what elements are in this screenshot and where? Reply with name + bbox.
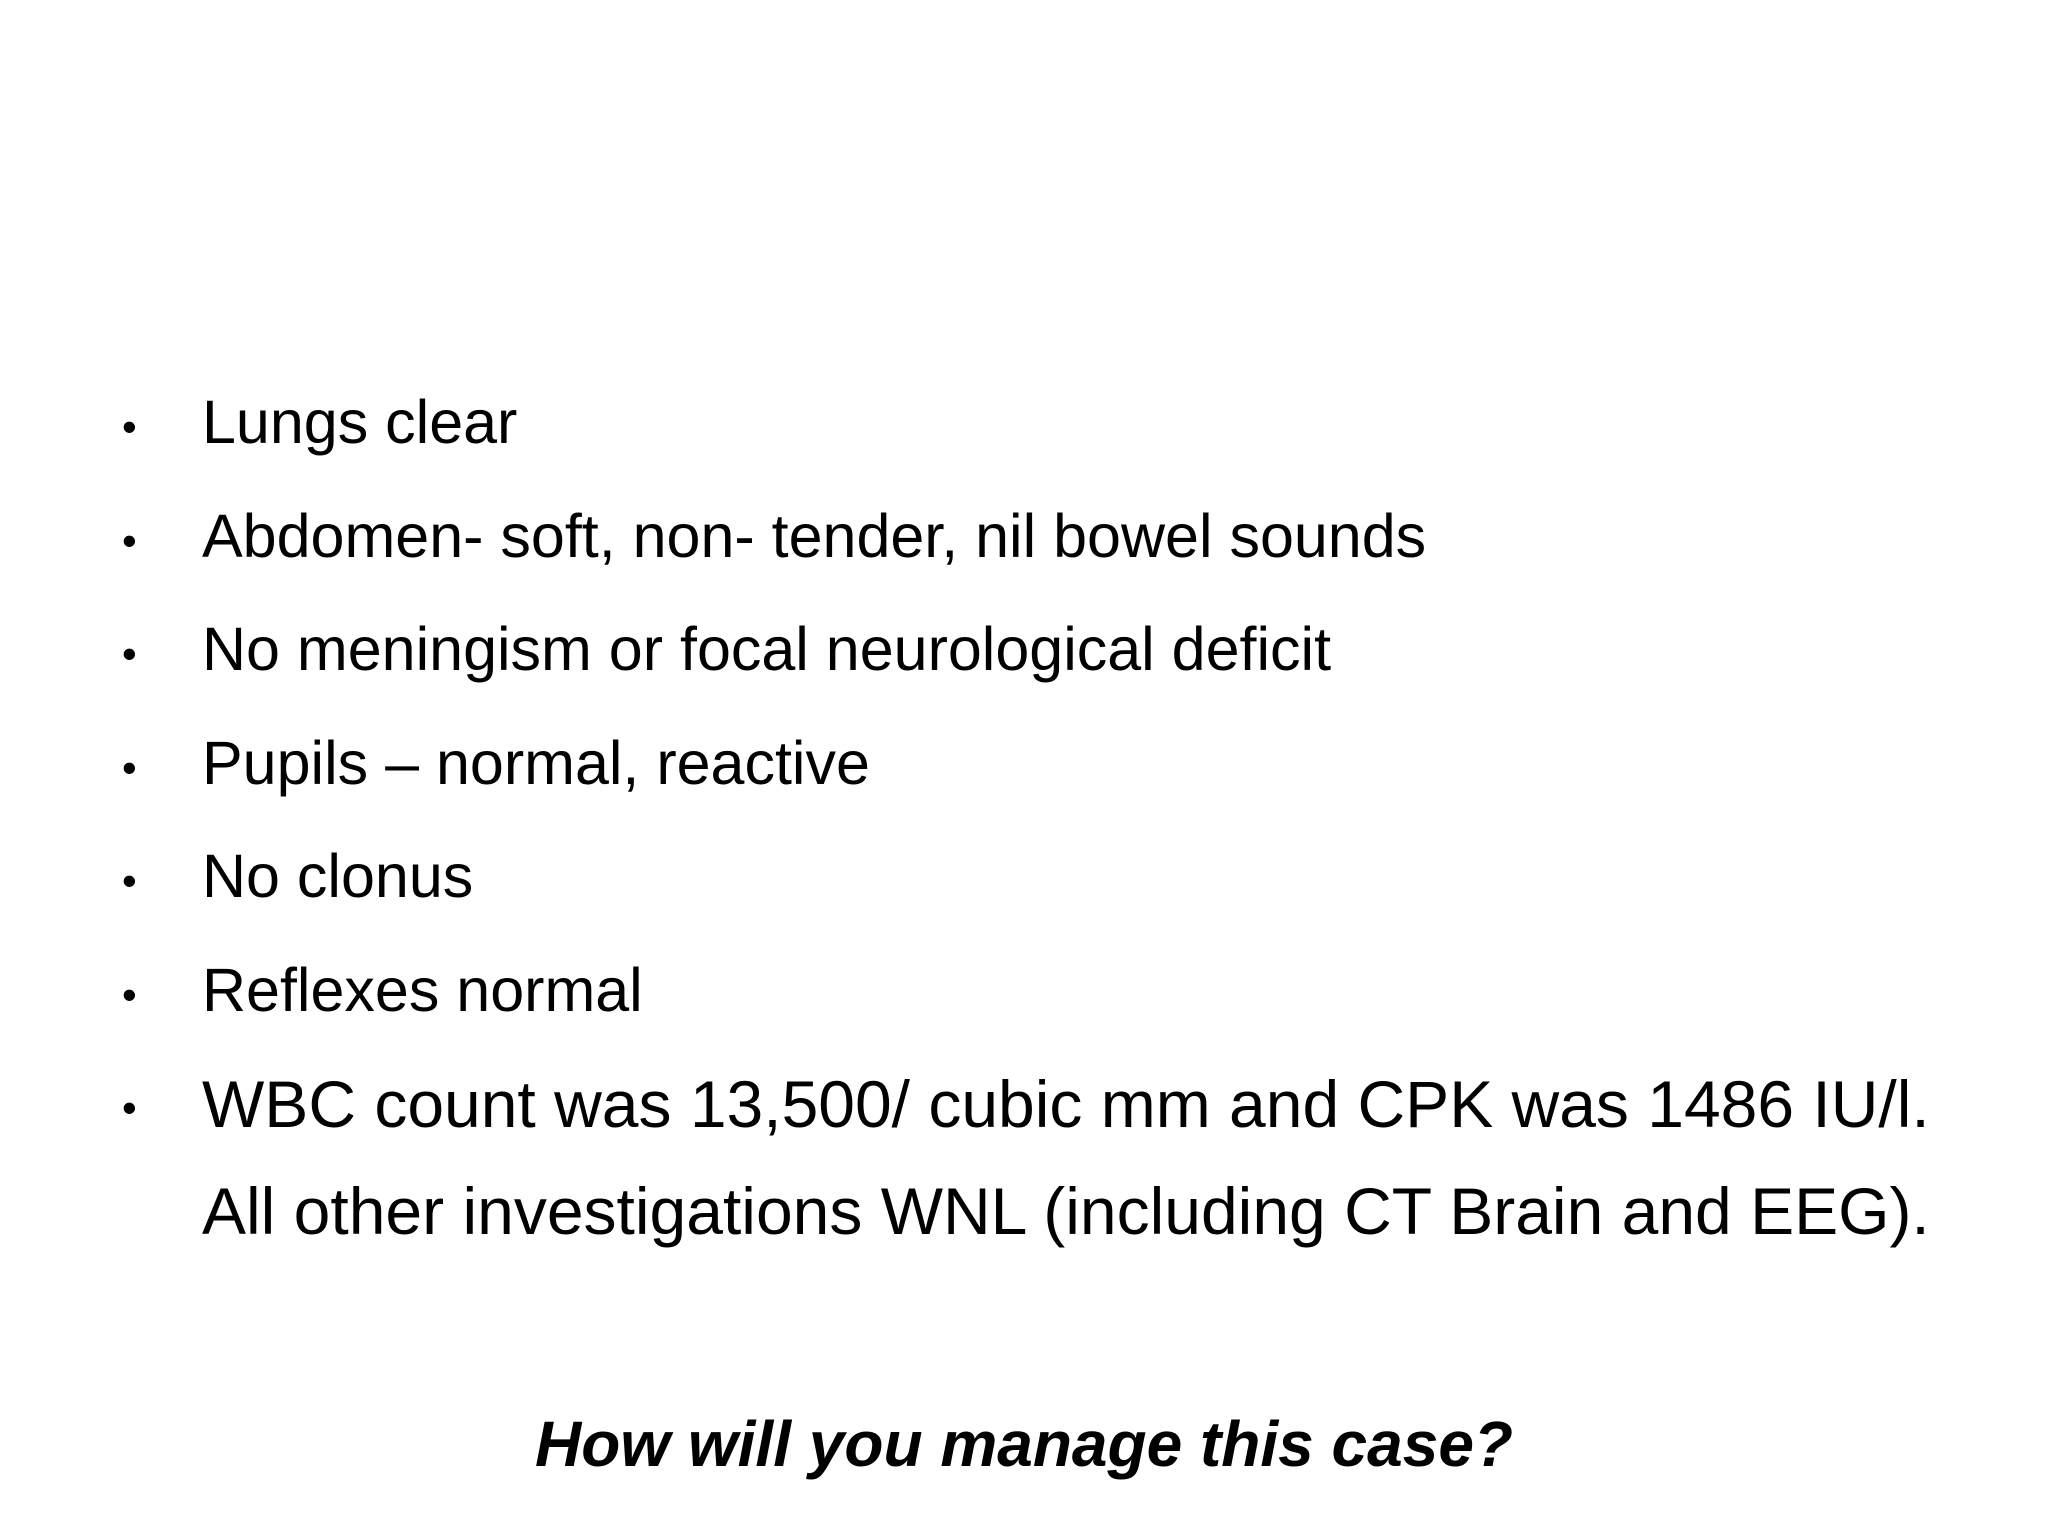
- bullet-icon: •: [122, 517, 137, 564]
- bullet-icon: •: [122, 630, 137, 677]
- bullet-text-investigations-continued: All other investigations WNL (including CT Brain and EEG).: [202, 1174, 1930, 1248]
- bullet-icon: •: [122, 403, 137, 450]
- bullet-text-meningism: No meningism or focal neurological deficit: [202, 615, 1332, 683]
- bullet-icon: •: [122, 857, 137, 904]
- bullet-text-lungs: Lungs clear: [202, 388, 518, 456]
- bullet-text-investigations: WBC count was 13,500/ cubic mm and CPK was 1486 IU/l.: [202, 1067, 1930, 1141]
- bullet-text-abdomen: Abdomen- soft, non- tender, nil bowel sounds: [202, 502, 1427, 570]
- bullet-icon: •: [122, 1084, 137, 1131]
- bullet-icon: •: [122, 744, 137, 791]
- bullet-text-pupils: Pupils – normal, reactive: [202, 729, 870, 797]
- bullet-icon: •: [122, 971, 137, 1018]
- closing-question: How will you manage this case?: [534, 1408, 1514, 1480]
- bullet-text-reflexes: Reflexes normal: [202, 956, 643, 1024]
- bullet-text-clonus: No clonus: [202, 842, 474, 910]
